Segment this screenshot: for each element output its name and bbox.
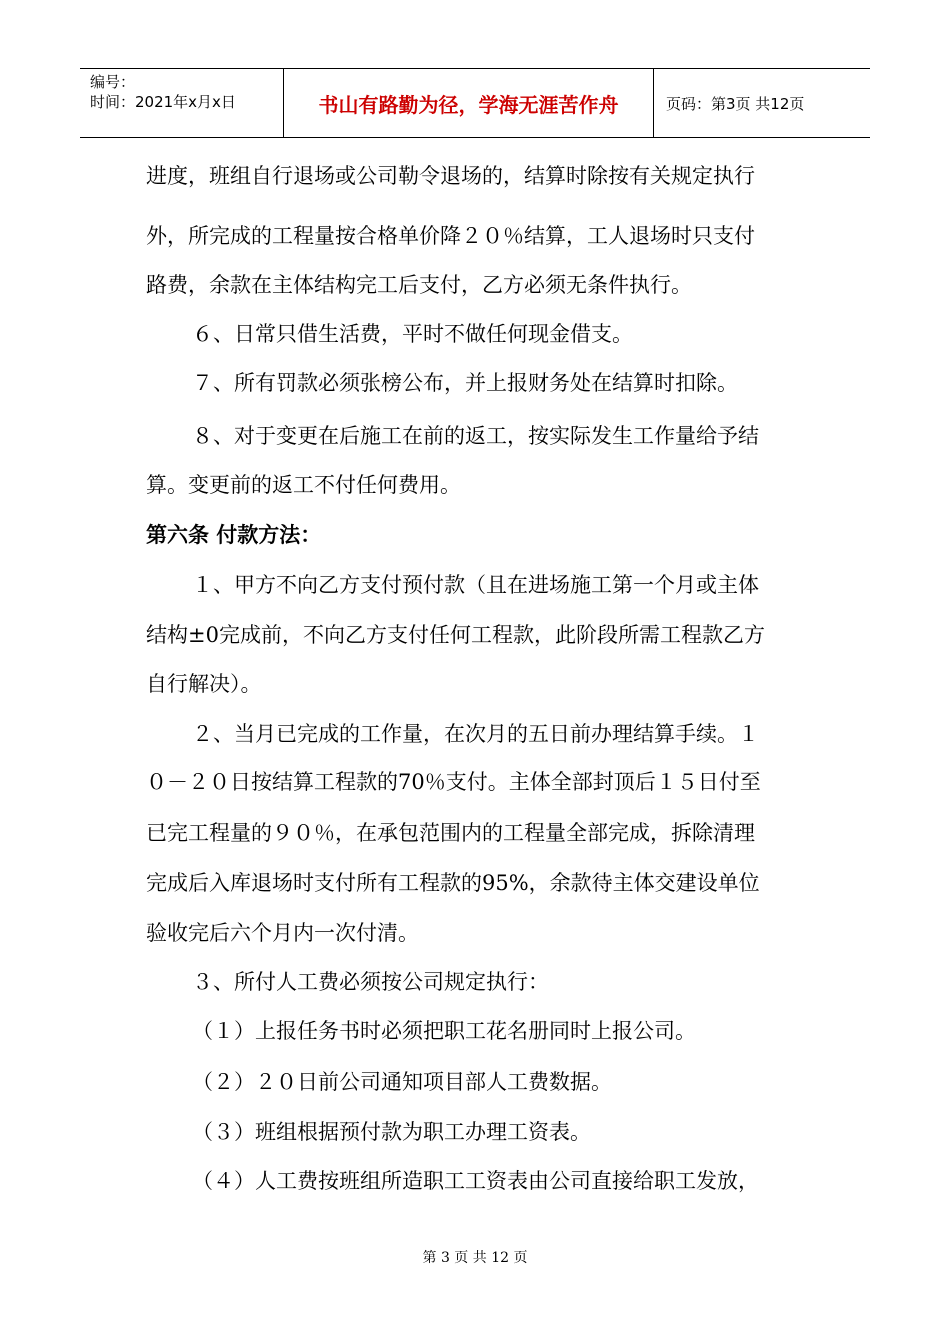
number-label: 编号： xyxy=(90,73,136,91)
list-item-3: ３、所付人工费必须按公司规定执行： xyxy=(192,970,549,994)
body-line: 已完工程量的９０％，在承包范围内的工程量全部完成，拆除清理 xyxy=(146,821,755,845)
body-line: 外，所完成的工程量按合格单价降２０％结算，工人退场时只支付 xyxy=(146,224,755,248)
sub-item-4: （４）人工费按班组所造职工工资表由公司直接给职工发放， xyxy=(192,1169,759,1193)
list-item-6: ６、日常只借生活费，平时不做任何现金借支。 xyxy=(192,322,633,346)
body-line: 验收完后六个月内一次付清。 xyxy=(146,921,419,945)
body-line: 路费，余款在主体结构完工后支付，乙方必须无条件执行。 xyxy=(146,273,692,297)
section-heading: 第六条 付款方法： xyxy=(146,523,322,547)
list-item-7: ７、所有罚款必须张榜公布，并上报财务处在结算时扣除。 xyxy=(192,371,738,395)
body-line: ０－２０日按结算工程款的70％支付。主体全部封顶后１５日付至 xyxy=(146,770,761,794)
sub-item-1: （１）上报任务书时必须把职工花名册同时上报公司。 xyxy=(192,1019,696,1043)
page-header xyxy=(80,68,870,138)
body-line: 完成后入库退场时支付所有工程款的95%，余款待主体交建设单位 xyxy=(146,871,760,895)
sub-item-3: （３）班组根据预付款为职工办理工资表。 xyxy=(192,1120,591,1144)
body-line: 自行解决）。 xyxy=(146,672,262,696)
header-meta xyxy=(80,69,284,137)
time-label: 时间：2021年x月x日 xyxy=(90,93,236,111)
body-line: 算。变更前的返工不付任何费用。 xyxy=(146,473,461,497)
list-item-1: １、甲方不向乙方支付预付款（且在进场施工第一个月或主体 xyxy=(192,573,759,597)
header-page-info: 页码：第3页 共12页 xyxy=(666,94,805,113)
body-line: 结构±0完成前，不向乙方支付任何工程款，此阶段所需工程款乙方 xyxy=(146,623,765,647)
header-motto: 书山有路勤为径，学海无涯苦作舟 xyxy=(284,69,654,137)
body-line: 进度，班组自行退场或公司勒令退场的，结算时除按有关规定执行 xyxy=(146,164,755,188)
list-item-8: ８、对于变更在后施工在前的返工，按实际发生工作量给予结 xyxy=(192,424,759,448)
sub-item-2: （２）２０日前公司通知项目部人工费数据。 xyxy=(192,1070,612,1094)
page-footer: 第 3 页 共 12 页 xyxy=(422,1250,528,1266)
list-item-2: ２、当月已完成的工作量，在次月的五日前办理结算手续。１ xyxy=(192,722,759,746)
